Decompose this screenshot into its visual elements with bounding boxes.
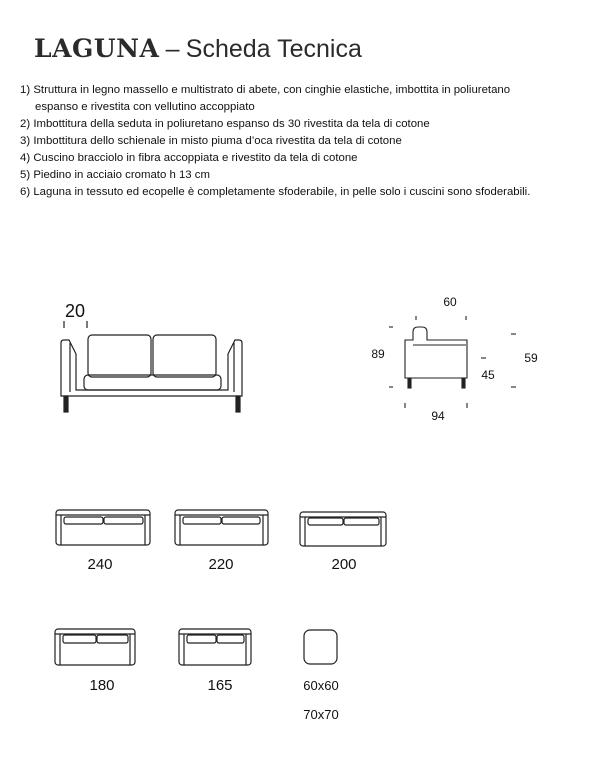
spec-number: 3) bbox=[20, 135, 31, 147]
size-label-180: 180 bbox=[89, 677, 115, 694]
seat-height-label: 45 bbox=[481, 368, 495, 382]
spec-text: Imbottitura della seduta in poliuretano espanso ds 30 rivestita da tela di cotone bbox=[33, 118, 430, 130]
title-subtitle: Scheda Tecnica bbox=[185, 35, 362, 63]
side-leg-back bbox=[462, 378, 465, 388]
sofa-variant-180 bbox=[55, 629, 135, 665]
spec-number: 4) bbox=[20, 152, 31, 164]
spec-text: Struttura in legno massello e multistrato di abete, con cinghie elastiche, imbottita in poliuretano bbox=[33, 84, 511, 96]
spec-number: 6) bbox=[20, 186, 31, 198]
brand-name: LAGUNA bbox=[34, 34, 160, 63]
seat-depth-label: 60 bbox=[443, 295, 457, 309]
spec-text: Laguna in tessuto ed ecopelle è completamente sfoderabile, in pelle solo i cuscini sono sfoderabili. bbox=[33, 186, 531, 198]
spec-number: 1) bbox=[20, 84, 31, 96]
total-height-label: 89 bbox=[371, 347, 385, 361]
sofa-variant-220 bbox=[175, 510, 268, 545]
title-separator: – bbox=[165, 35, 180, 63]
spec-number: 2) bbox=[20, 118, 31, 130]
size-label-pouf-large: 70x70 bbox=[303, 707, 339, 722]
sofa-variant-240 bbox=[56, 510, 150, 545]
back-cushion-left bbox=[88, 335, 151, 377]
front-view-diagram bbox=[61, 321, 242, 412]
side-profile bbox=[405, 327, 467, 378]
front-leg-right bbox=[236, 396, 240, 412]
side-view-diagram bbox=[389, 316, 516, 408]
size-label-200: 200 bbox=[331, 556, 357, 573]
spec-text: Imbottitura dello schienale in misto piuma d’oca rivestita da tela di cotone bbox=[33, 135, 402, 147]
sofa-variant-200 bbox=[300, 512, 386, 546]
back-height-label: 59 bbox=[524, 351, 538, 365]
spec-text: Cuscino bracciolo in fibra accoppiata e rivestito da tela di cotone bbox=[33, 152, 358, 164]
arm-width-label: 20 bbox=[64, 301, 86, 321]
spec-text: Piedino in acciaio cromato h 13 cm bbox=[33, 169, 210, 181]
size-label-240: 240 bbox=[87, 556, 113, 573]
spec-number: 5) bbox=[20, 169, 31, 181]
size-label-220: 220 bbox=[208, 556, 234, 573]
sofa-variant-165 bbox=[179, 629, 251, 665]
back-cushion-right bbox=[153, 335, 216, 377]
total-depth-label: 94 bbox=[431, 409, 445, 423]
side-leg-front bbox=[408, 378, 411, 388]
size-label-pouf-small: 60x60 bbox=[303, 678, 339, 693]
pouf-variant bbox=[304, 630, 337, 664]
size-label-165: 165 bbox=[207, 677, 233, 694]
front-leg-left bbox=[64, 396, 68, 412]
spec-text-continued: espanso e rivestita con vellutino accoppiato bbox=[35, 101, 255, 113]
